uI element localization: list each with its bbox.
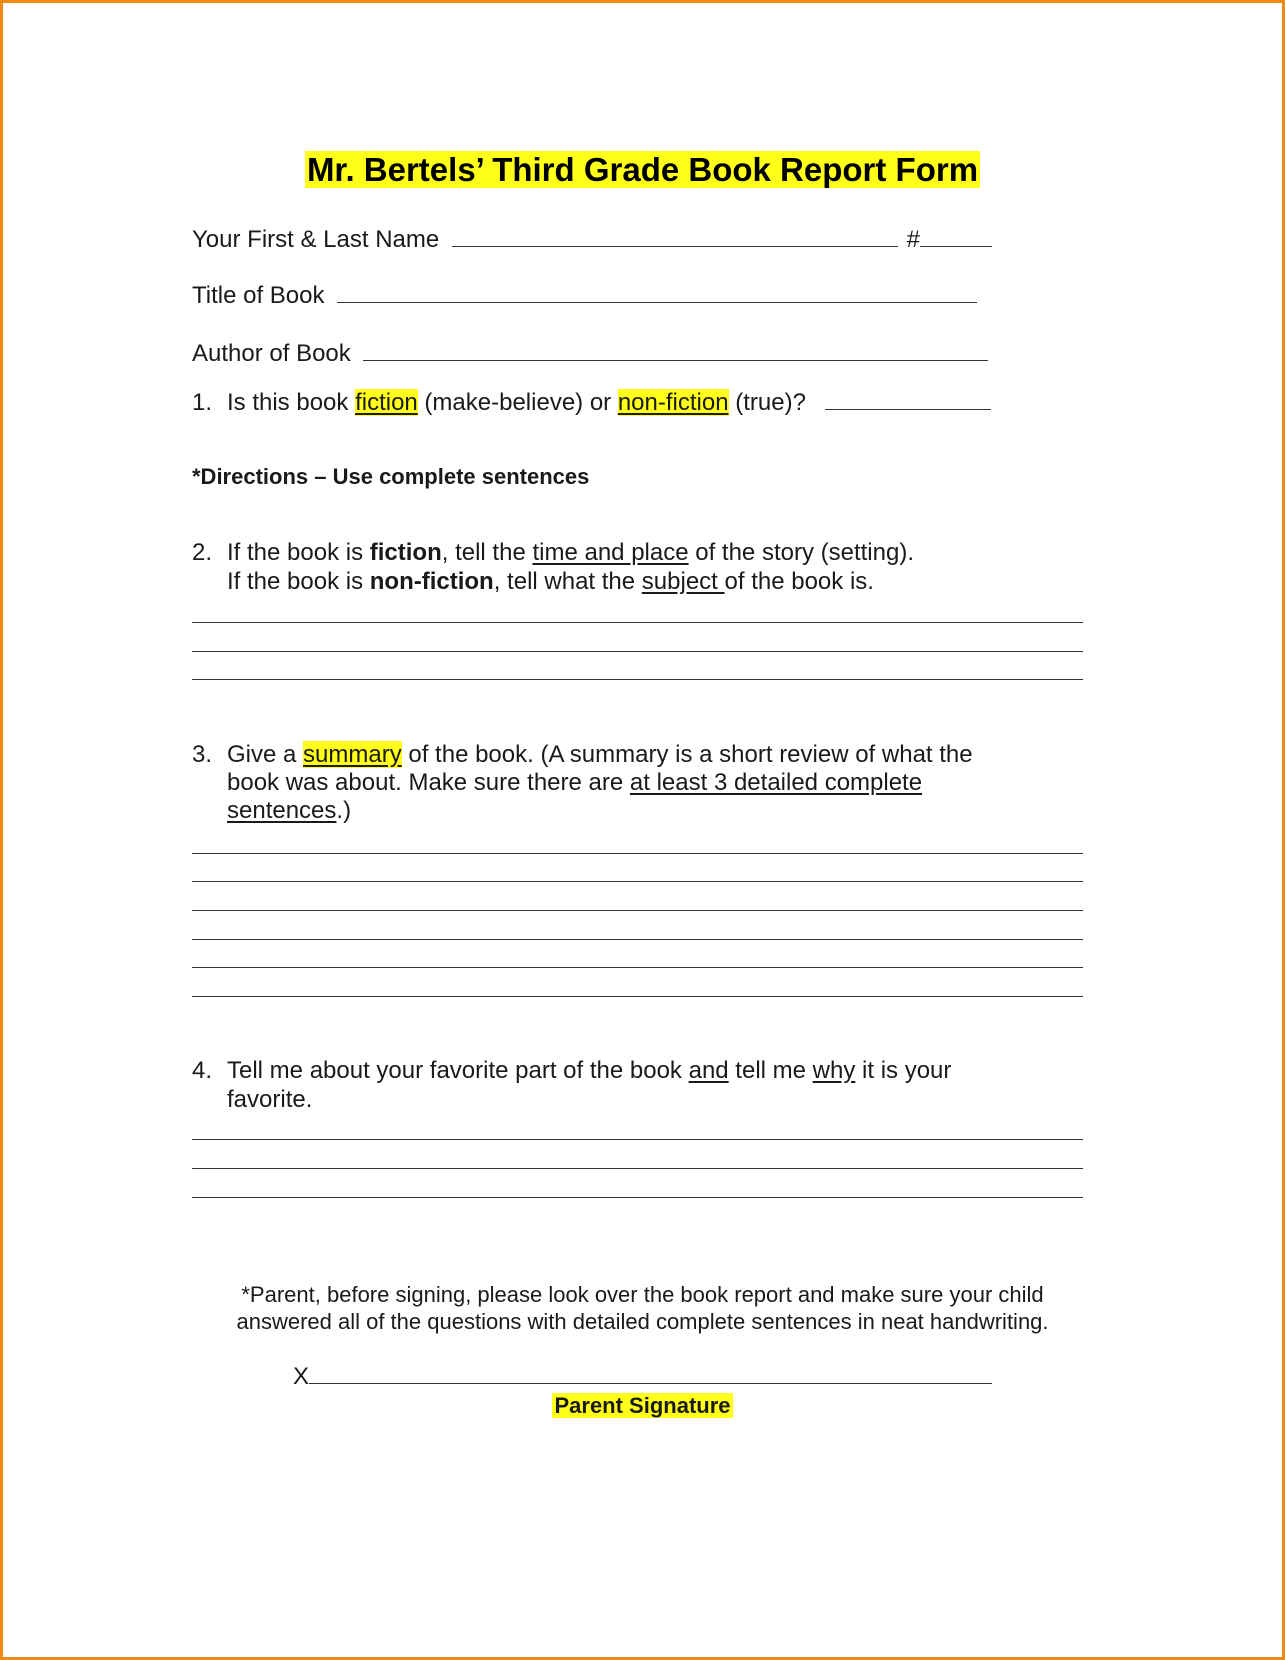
question-number: 3.	[192, 741, 213, 768]
author-row	[192, 340, 988, 368]
question-number: 2.	[192, 539, 213, 566]
name-label: Your First & Last Name	[192, 226, 440, 253]
q3-text: .)	[336, 797, 352, 824]
question-number: 1.	[192, 389, 213, 416]
q4-text: tell me	[728, 1057, 813, 1084]
answer-line[interactable]	[192, 1168, 1083, 1169]
question-4-line-2: favorite.	[227, 1086, 313, 1113]
signature-label-text: Parent Signature	[554, 1393, 731, 1418]
q3-underline: sentences	[227, 797, 337, 824]
q4-underline: why	[812, 1057, 856, 1084]
q4-text: Tell me about your favorite part of the book	[227, 1057, 689, 1084]
signature-mark: X	[293, 1363, 310, 1390]
signature-field[interactable]	[309, 1363, 992, 1384]
q1-text: Is this book	[227, 389, 356, 416]
q2-text: of the book is.	[724, 568, 874, 595]
directions: *Directions – Use complete sentences	[192, 464, 590, 489]
question-4	[192, 1057, 951, 1085]
name-row	[192, 226, 992, 254]
q4-underline: and	[688, 1057, 729, 1084]
q2-text: If the book is	[227, 539, 370, 566]
question-3-line-2	[192, 769, 922, 797]
name-field[interactable]	[452, 226, 898, 247]
q3-text: of the book. (A summary is a short review of what the	[401, 741, 973, 768]
answer-line[interactable]	[192, 939, 1083, 940]
q3-underline: at least 3 detailed complete	[629, 769, 923, 796]
student-number-label: #	[906, 226, 920, 253]
q1-text: (make-believe) or	[417, 389, 618, 416]
q2-bold: non-fiction	[369, 568, 494, 595]
signature-row	[293, 1363, 992, 1391]
answer-line[interactable]	[192, 622, 1083, 623]
student-number-field[interactable]	[920, 226, 992, 247]
answer-line[interactable]	[192, 967, 1083, 968]
answer-line[interactable]	[192, 853, 1083, 854]
q2-underline: subject	[641, 568, 725, 595]
q4-text: it is your	[855, 1057, 952, 1084]
signature-label	[0, 1393, 1285, 1419]
answer-line[interactable]	[192, 651, 1083, 652]
summary-highlight: summary	[303, 741, 402, 768]
q3-text: book was about. Make sure there are	[227, 769, 630, 796]
form-title: Mr. Bertels’ Third Grade Book Report Form	[306, 151, 979, 188]
nonfiction-highlight: non-fiction	[617, 389, 729, 416]
answer-line[interactable]	[192, 996, 1083, 997]
parent-note-line-2: answered all of the questions with detailed complete sentences in neat handwriting.	[236, 1309, 1049, 1334]
q2-text: of the story (setting).	[688, 539, 914, 566]
question-3	[192, 741, 973, 769]
q2-text: , tell the	[441, 539, 533, 566]
parent-note-line-1: *Parent, before signing, please look over the book report and make sure your child	[241, 1282, 1044, 1307]
q2-underline: time and place	[532, 539, 689, 566]
answer-line[interactable]	[192, 910, 1083, 911]
q2-text: , tell what the	[493, 568, 642, 595]
answer-line[interactable]	[192, 1139, 1083, 1140]
q2-bold: fiction	[369, 539, 442, 566]
book-title-label: Title of Book	[192, 282, 325, 309]
question-2-line-2	[192, 568, 874, 596]
q1-text: (true)?	[728, 389, 806, 416]
book-title-row	[192, 282, 977, 310]
fiction-highlight: fiction	[355, 389, 418, 416]
author-label: Author of Book	[192, 340, 351, 367]
q3-text: Give a	[227, 741, 304, 768]
fiction-answer-field[interactable]	[825, 389, 991, 410]
answer-line[interactable]	[192, 881, 1083, 882]
author-field[interactable]	[363, 340, 988, 361]
book-title-field[interactable]	[337, 282, 977, 303]
answer-line[interactable]	[192, 1197, 1083, 1198]
question-3-line-3	[192, 797, 351, 825]
question-2	[192, 539, 914, 567]
question-1	[192, 389, 991, 417]
question-number: 4.	[192, 1057, 213, 1084]
answer-line[interactable]	[192, 679, 1083, 680]
q2-text: If the book is	[227, 568, 370, 595]
